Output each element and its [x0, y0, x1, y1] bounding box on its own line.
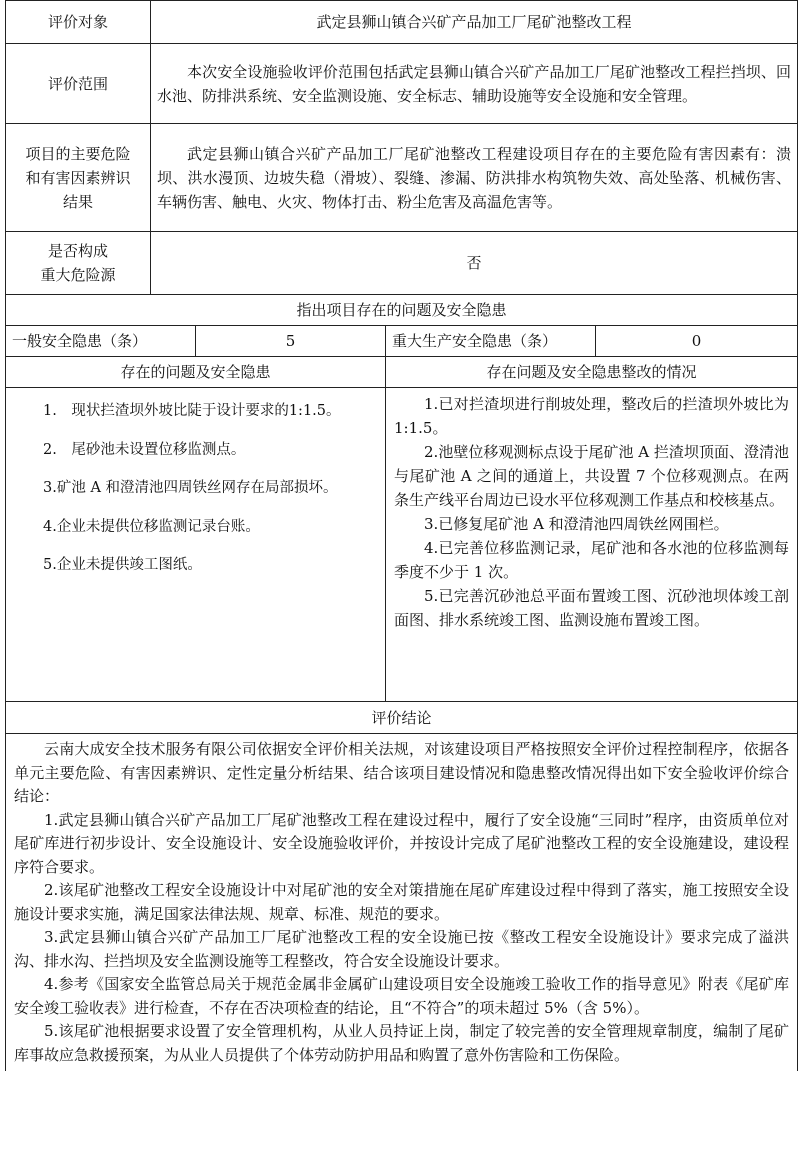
conclusion-paragraph: 云南大成安全技术服务有限公司依据安全评价相关法规，对该建设项目严格按照安全评价过程控制程序，依据各单元主要危险、有害因素辨识、定性定量分析结果、结合该项目建设情况和隐患整改情况得出如下安全验收评价综合结论：: [14, 740, 790, 805]
scope-text: 本次安全设施验收评价范围包括武定县狮山镇合兴矿产品加工厂尾矿池整改工程拦挡坝、回水池、防排洪系统、安全监测设施、安全标志、辅助设施等安全设施和安全管理。: [157, 62, 792, 105]
conclusion-paragraph: 5.该尾矿池根据要求设置了安全管理机构，从业人员持证上岗，制定了较完善的安全管理规章制度，编制了尾矿库事故应急救援预案，为从业人员提供了个体劳动防护用品和购置了意外伤害险和工伤保险。: [14, 1022, 790, 1064]
problem-item: 4.企业未提供位移监测记录台账。: [43, 519, 260, 535]
conclusion-paragraph: 3.武定县狮山镇合兴矿产品加工厂尾矿池整改工程的安全设施已按《整改工程安全设施设计》要求完成了溢洪沟、排水沟、拦挡坝及安全监测设施等工程整改，符合安全设施设计要求。: [14, 928, 790, 970]
conclusion-body: [6, 734, 798, 1072]
rectification-item: 1.已对拦渣坝进行削坡处理，整改后的拦渣坝外坡比为1:1.5。: [394, 395, 790, 437]
rectification-item: 3.已修复尾矿池 A 和澄清池四周铁丝网围栏。: [424, 515, 729, 533]
problems-list: [6, 388, 386, 702]
conclusion-header: 评价结论: [6, 702, 798, 734]
major-hazard-label-line2: 重大危险源: [40, 266, 116, 284]
object-value: 武定县狮山镇合兴矿产品加工厂尾矿池整改工程: [151, 1, 798, 44]
scope-label: 评价范围: [6, 44, 151, 124]
problem-item: 5.企业未提供竣工图纸。: [43, 557, 202, 573]
scope-cell: [151, 44, 798, 124]
evaluation-table: [5, 0, 798, 1071]
major-hazard-label: [6, 232, 151, 295]
rectification-item: 4.已完善位移监测记录，尾矿池和各水池的位移监测每季度不少于 1 次。: [394, 539, 790, 581]
problems-column-header: 存在的问题及安全隐患: [6, 357, 386, 388]
problem-item: 3.矿池 A 和澄清池四周铁丝网存在局部损坏。: [43, 480, 338, 496]
rectification-item: 2.池壁位移观测标点设于尾矿池 A 拦渣坝顶面、澄清池与尾矿池 A 之间的通道上，共设置 7 个位移观测点。在两条生产线平台周边已设水平位移观测工作基点和校核基点。: [394, 443, 790, 509]
major-hazard-count-label: 重大生产安全隐患（条）: [386, 326, 596, 357]
hazards-cell: [151, 124, 798, 232]
general-hazard-label: 一般安全隐患（条）: [6, 326, 196, 357]
issues-header: 指出项目存在的问题及安全隐患: [6, 295, 798, 326]
hazards-label: [6, 124, 151, 232]
conclusion-paragraph: 2.该尾矿池整改工程安全设施设计中对尾矿池的安全对策措施在尾矿库建设过程中得到了落实，施工按照安全设施设计要求实施，满足国家法律法规、规章、标准、规范的要求。: [14, 881, 790, 923]
rectification-item: 5.已完善沉砂池总平面布置竣工图、沉砂池坝体竣工剖面图、排水系统竣工图、监测设施布置竣工图。: [394, 587, 790, 629]
major-hazard-value: 否: [151, 232, 798, 295]
hazards-label-line2: 和有害因素辨识: [25, 168, 131, 187]
conclusion-paragraph: 1.武定县狮山镇合兴矿产品加工厂尾矿池整改工程在建设过程中，履行了安全设施“三同时”程序，由资质单位对尾矿库进行初步设计、安全设施设计、安全设施验收评价，并按设计完成了尾矿池整改工程的安全设施建设，建设程序符合要求。: [14, 810, 790, 876]
hazards-label-line1: 项目的主要危险: [25, 144, 131, 163]
rectification-column-header: 存在问题及安全隐患整改的情况: [386, 357, 798, 388]
rectification-list: [386, 388, 798, 702]
conclusion-paragraph: 4.参考《国家安全监管总局关于规范金属非金属矿山建设项目安全设施竣工验收工作的指导意见》附表《尾矿库安全竣工验收表》进行检查，不存在否决项检查的结论，且“不符合”的项未超过 5%（含 5%）。: [14, 975, 790, 1017]
major-hazard-label-line1: 是否构成: [47, 242, 108, 260]
problem-item: 2. 尾砂池未设置位移监测点。: [43, 442, 246, 458]
problem-item: 1. 现状拦渣坝外坡比陡于设计要求的1:1.5。: [43, 403, 341, 419]
general-hazard-count: 5: [196, 326, 386, 357]
major-hazard-count: 0: [596, 326, 798, 357]
hazards-label-line3: 结果: [62, 192, 93, 211]
hazards-text: 武定县狮山镇合兴矿产品加工厂尾矿池整改工程建设项目存在的主要危险有害因素有：溃坝、洪水漫顶、边坡失稳（滑坡）、裂缝、渗漏、防洪排水构筑物失效、高处坠落、机械伤害、车辆伤害、触电、火灾、物体打击、粉尘危害及高温危害等。: [157, 144, 792, 211]
object-label: 评价对象: [6, 1, 151, 44]
